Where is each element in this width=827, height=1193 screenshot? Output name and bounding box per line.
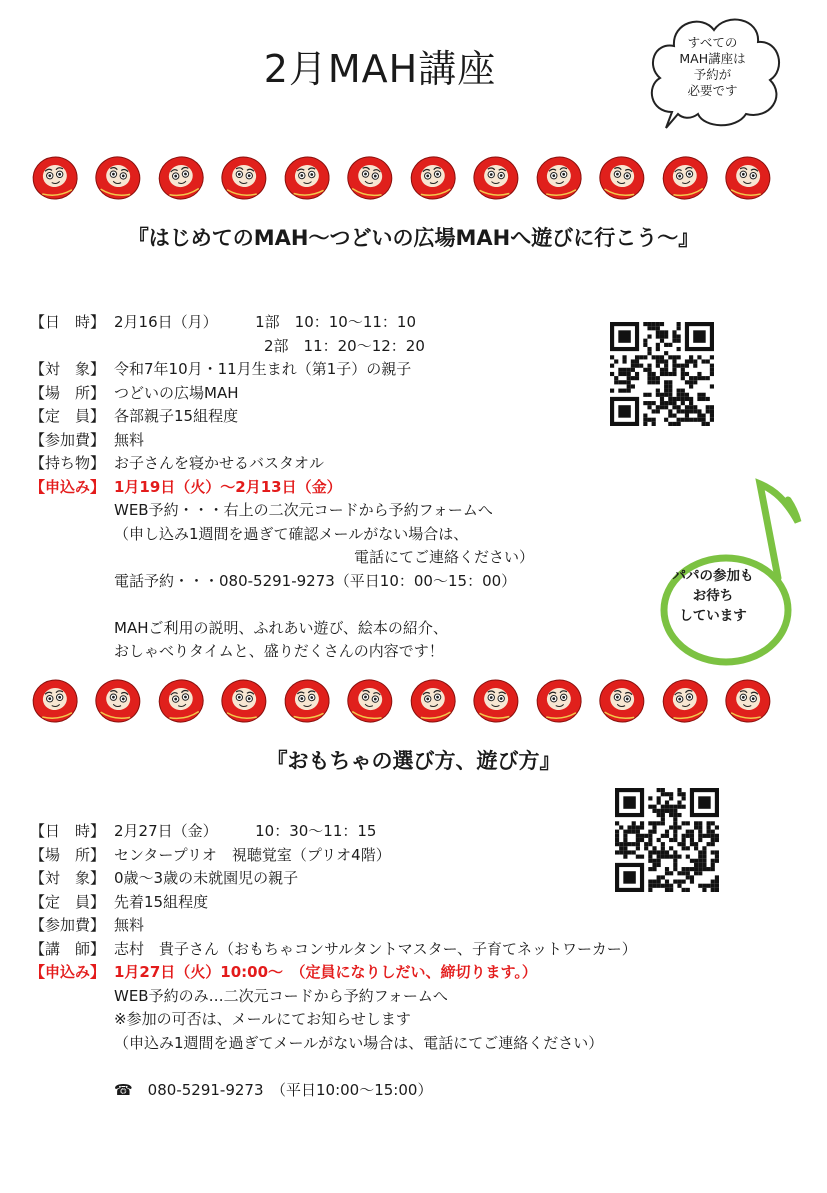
detail-line <box>30 617 534 641</box>
detail-line <box>30 570 534 594</box>
detail-line <box>30 358 534 382</box>
detail-text: 電話にてご連絡ください） <box>114 548 535 566</box>
detail-text: ☎ 080-5291-9273 （平日10:00～15:00） <box>114 1080 433 1099</box>
detail-label: 【持ち物】 <box>30 454 106 472</box>
cloud-text <box>655 35 770 99</box>
daruma-icon <box>345 152 395 202</box>
daruma-icon <box>723 675 773 725</box>
detail-line <box>30 1079 637 1103</box>
detail-line <box>30 452 534 476</box>
detail-line <box>30 335 534 359</box>
section2-details <box>30 820 637 1102</box>
detail-text: 無料 <box>114 430 145 449</box>
note-line: パパの参加も <box>672 568 754 584</box>
qr-code-icon[interactable] <box>610 322 714 426</box>
detail-label: 【日 時】 <box>30 822 106 840</box>
detail-line <box>30 429 534 453</box>
daruma-row-top <box>30 152 820 202</box>
section2-heading: 『おもちゃの選び方、遊び方』 <box>266 749 561 773</box>
detail-label: 【定 員】 <box>30 407 106 425</box>
detail-label: 【講 師】 <box>30 939 106 958</box>
detail-line <box>30 1032 637 1056</box>
detail-label: 【日 時】 <box>30 313 106 331</box>
detail-label: 【対 象】 <box>30 360 106 378</box>
detail-line <box>30 844 637 868</box>
section1-heading: 『はじめてのMAH～つどいの広場MAHへ遊びに行こう～』 <box>127 226 700 250</box>
detail-label: 【申込み】 <box>30 963 106 981</box>
detail-label: 【申込み】 <box>30 477 106 496</box>
detail-text: 2月27日（金） 10：30～11：15 <box>114 822 377 840</box>
daruma-icon <box>282 152 332 202</box>
detail-text: 電話予約・・・080-5291-9273（平日10：00～15：00） <box>114 571 517 590</box>
daruma-icon <box>30 152 80 202</box>
detail-text: おしゃべりタイムと、盛りだくさんの内容です！ <box>114 642 444 660</box>
detail-text: （申込み1週間を過ぎてメールがない場合は、電話にてご連絡ください） <box>114 1033 604 1052</box>
cloud-line: MAH講座は <box>679 51 746 66</box>
daruma-icon <box>660 675 710 725</box>
daruma-icon <box>471 152 521 202</box>
detail-text: MAHご利用の説明、ふれあい遊び、絵本の紹介、 <box>114 618 448 637</box>
detail-line <box>30 867 637 891</box>
detail-text: 1月19日（火）～2月13日（金） <box>114 477 342 496</box>
detail-line <box>30 593 534 617</box>
detail-line <box>30 1055 637 1079</box>
detail-text: つどいの広場MAH <box>114 383 239 402</box>
detail-text: 各部親子15組程度 <box>114 407 239 425</box>
detail-text: 1月27日（火）10:00～ （定員になりしだい、締切ります。） <box>114 963 537 981</box>
daruma-icon <box>660 152 710 202</box>
daruma-icon <box>534 152 584 202</box>
daruma-icon <box>408 675 458 725</box>
daruma-icon <box>30 675 80 725</box>
detail-text: 2部 11：20～12：20 <box>114 336 425 355</box>
detail-line <box>30 382 534 406</box>
detail-line <box>30 546 534 570</box>
note-line: お待ち <box>692 588 734 604</box>
detail-line <box>30 961 637 985</box>
detail-text: ※参加の可否は、メールにてお知らせします <box>114 1010 411 1028</box>
detail-text: 0歳～3歳の未就園児の親子 <box>114 869 299 887</box>
note-line: しています <box>679 608 747 624</box>
cloud-line: 必要です <box>687 83 738 98</box>
detail-line <box>30 891 637 915</box>
daruma-icon <box>408 152 458 202</box>
note-text <box>650 566 776 626</box>
detail-label: 【参加費】 <box>30 430 106 449</box>
detail-label: 【場 所】 <box>30 845 106 864</box>
detail-label: 【場 所】 <box>30 383 106 402</box>
detail-label: 【対 象】 <box>30 869 106 887</box>
detail-line <box>30 1008 637 1032</box>
daruma-icon <box>282 675 332 725</box>
daruma-icon <box>534 675 584 725</box>
daruma-icon <box>156 152 206 202</box>
daruma-icon <box>219 675 269 725</box>
detail-text: （申し込み1週間を過ぎて確認メールがない場合は、 <box>114 524 469 543</box>
detail-line <box>30 820 637 844</box>
daruma-icon <box>219 152 269 202</box>
detail-text: 無料 <box>114 916 145 934</box>
daruma-icon <box>93 675 143 725</box>
detail-label: 【参加費】 <box>30 916 106 934</box>
detail-line <box>30 640 534 664</box>
detail-line <box>30 405 534 429</box>
detail-text: WEB予約・・・右上の二次元コードから予約フォームへ <box>114 501 493 519</box>
detail-line <box>30 523 534 547</box>
daruma-icon <box>597 152 647 202</box>
detail-text: センタープリオ 視聴覚室（プリオ4階） <box>114 845 391 864</box>
cloud-line: 予約が <box>693 67 732 82</box>
detail-line <box>30 476 534 500</box>
detail-text: 志村 貴子さん（おもちゃコンサルタントマスター、子育てネットワーカー） <box>114 939 637 958</box>
detail-text: 令和7年10月・11月生まれ（第1子）の親子 <box>114 360 412 378</box>
detail-line <box>30 914 637 938</box>
daruma-icon <box>723 152 773 202</box>
detail-label: 【定 員】 <box>30 892 106 911</box>
daruma-icon <box>597 675 647 725</box>
daruma-icon <box>471 675 521 725</box>
detail-text: お子さんを寝かせるバスタオル <box>114 454 325 472</box>
daruma-icon <box>345 675 395 725</box>
detail-line <box>30 938 637 962</box>
section1-details <box>30 311 534 664</box>
detail-text: 先着15組程度 <box>114 892 209 911</box>
page-title: 2月MAH講座 <box>263 47 497 91</box>
daruma-icon <box>156 675 206 725</box>
cloud-line: すべての <box>687 35 738 50</box>
daruma-row-middle <box>30 675 820 725</box>
detail-text: 2月16日（月） 1部 10：10～11：10 <box>114 313 417 331</box>
detail-line <box>30 311 534 335</box>
detail-line <box>30 985 637 1009</box>
detail-text: WEB予約のみ…二次元コードから予約フォームへ <box>114 986 448 1005</box>
detail-line <box>30 499 534 523</box>
daruma-icon <box>93 152 143 202</box>
